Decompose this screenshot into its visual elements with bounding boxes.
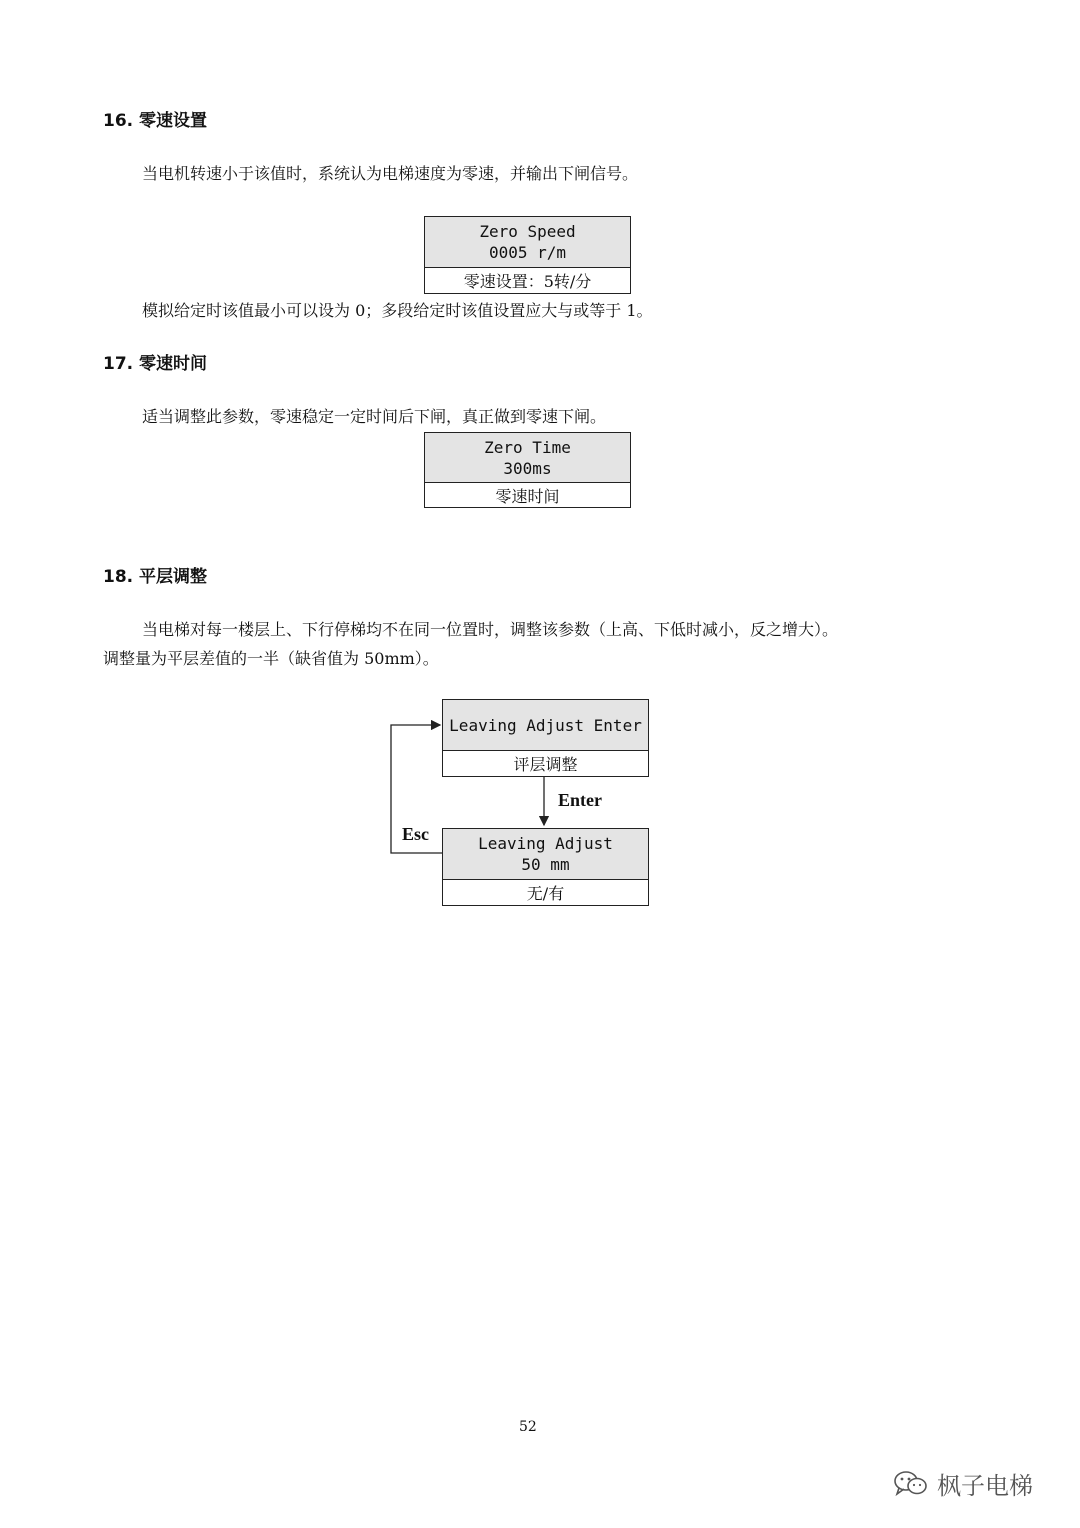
- enter-label: Enter: [558, 790, 602, 810]
- watermark-text: 枫子电梯: [937, 1472, 1033, 1500]
- zero-speed-display: [424, 216, 631, 294]
- zero-time-screen: [425, 433, 630, 483]
- leaving-adjust-value-line2: 50 mm: [521, 855, 570, 874]
- esc-label: Esc: [402, 824, 429, 844]
- zero-time-screen-line2: 300ms: [503, 458, 552, 478]
- zero-speed-caption: 零速设置：5转/分: [463, 272, 592, 291]
- section-18-paragraph: 当电梯对每一楼层上、下行停梯均不在同一位置时，调整该参数（上高、下低时减小，反之增大）。: [142, 620, 839, 639]
- section-17-heading: 17. 零速时间: [103, 354, 208, 374]
- leaving-adjust-menu-display: [442, 699, 649, 777]
- leaving-adjust-menu-caption: 评层调整: [513, 755, 578, 774]
- watermark: [893, 1466, 1033, 1501]
- leaving-adjust-value-screen: [443, 829, 648, 880]
- section-17-paragraph: 适当调整此参数，零速稳定一定时间后下闸，真正做到零速下闸。: [142, 407, 607, 426]
- leaving-adjust-value-display: [442, 828, 649, 906]
- page-number: 52: [519, 1419, 537, 1435]
- section-16-heading: 16. 零速设置: [103, 111, 208, 131]
- chat-bubble-icon: [893, 1470, 929, 1498]
- zero-speed-screen: [425, 217, 630, 268]
- zero-time-display: [424, 432, 631, 508]
- leaving-adjust-value-caption: 无/有: [526, 884, 565, 903]
- section-16-paragraph: 当电机转速小于该值时，系统认为电梯速度为零速，并输出下闸信号。: [142, 164, 639, 183]
- zero-time-screen-line1: Zero Time: [484, 437, 571, 457]
- section-18-heading: 18. 平层调整: [103, 567, 208, 587]
- zero-time-caption: 零速时间: [495, 486, 560, 506]
- zero-speed-screen-line1: Zero Speed: [479, 222, 576, 241]
- leaving-adjust-menu-line1: Leaving Adjust Enter: [449, 715, 642, 735]
- leaving-adjust-value-line1: Leaving Adjust: [478, 834, 613, 853]
- leaving-adjust-menu-screen: [443, 700, 648, 751]
- section-16-note: 模拟给定时该值最小可以设为 0；多段给定时该值设置应大与或等于 1。: [142, 301, 653, 320]
- zero-speed-screen-line2: 0005 r/m: [488, 243, 567, 262]
- section-18-note: 调整量为平层差值的一半（缺省值为 50mm）。: [103, 649, 439, 668]
